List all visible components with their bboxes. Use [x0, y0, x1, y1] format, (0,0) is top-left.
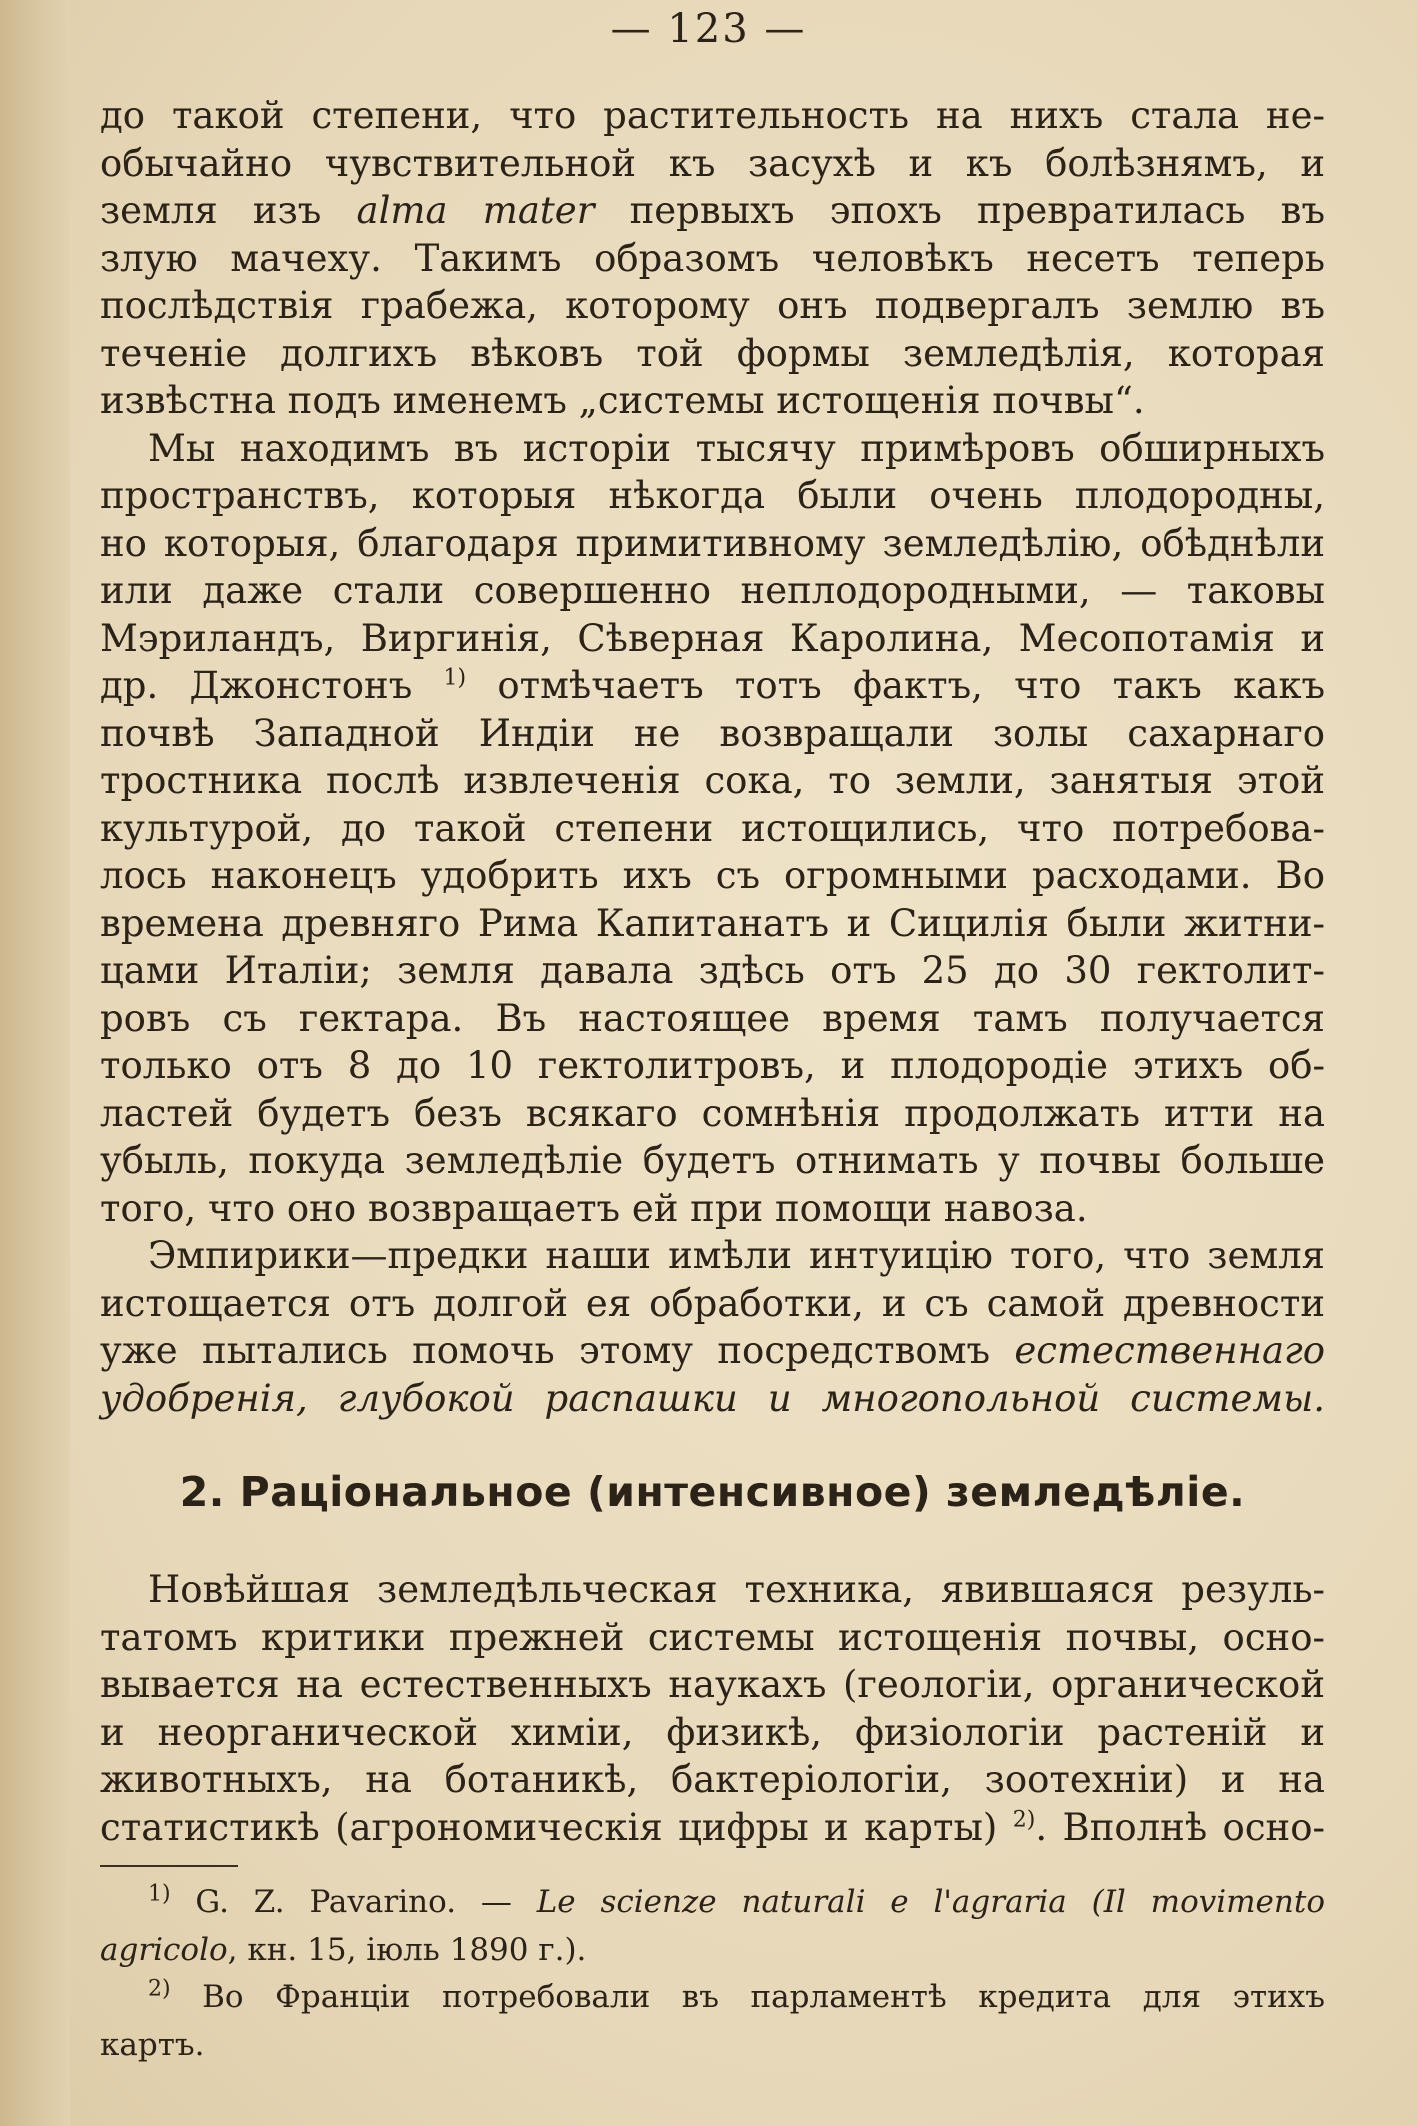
text-line: времена древняго Рима Капитанатъ и Сицилія были житни- [100, 901, 1325, 945]
text-line: почвѣ Западной Индіи не возвращали золы сахарнаго [100, 711, 1325, 755]
text-span: уже пытались помочь этому посредствомъ [100, 1329, 1015, 1372]
text-line: цами Италіи; земля давала здѣсь отъ 25 до 30 гектолит- [100, 949, 1325, 992]
text-line: Эмпирики—предки наши имѣли интуицію того, что земля [148, 1234, 1325, 1277]
text-span: земля изъ [100, 189, 357, 232]
text-line [100, 662, 1325, 710]
text-line: того, что оно возвращаетъ ей при помощи навоза. [100, 1186, 1088, 1230]
text-line: теченіе долгихъ вѣковъ той формы земледѣлія, которая [100, 331, 1325, 375]
text-span: статистикѣ (агрономическія цифры и карты) [100, 1805, 1013, 1849]
text-line: Мэриландъ, Виргинія, Сѣверная Каролина, Месопотамія и [100, 616, 1325, 660]
text-line: ровъ съ гектара. Въ настоящее время тамъ получается [100, 996, 1325, 1040]
footnote-rest: , кн. 15, іюль 1890 г.). [227, 1931, 587, 1968]
text-line: злую мачеху. Такимъ образомъ человѣкъ несетъ теперь [100, 236, 1325, 280]
italic-line: удобренія, глубокой распашки и многопольной системы. [100, 1376, 1325, 1420]
footnote-text: Во Франціи потребовали въ парламентѣ кредита для этихъ [170, 1979, 1325, 2015]
text-line: извѣстна подъ именемъ „системы истощенія почвы“. [100, 379, 1145, 422]
text-line: животныхъ, на ботаникѣ, бактеріологіи, зоотехніи) и на [100, 1758, 1325, 1801]
italic-phrase: естественнаго [1014, 1329, 1325, 1372]
text-line: или даже стали совершенно неплодородными, — таковы [100, 569, 1325, 612]
main-text [100, 92, 1325, 1422]
text-line: Новѣйшая земледѣльческая техника, явившаяся резуль- [148, 1568, 1325, 1611]
section-text [100, 1566, 1325, 1851]
text-line: убыль, покуда земледѣліе будетъ отнимать у почвы больше [100, 1139, 1325, 1182]
text-line: но которыя, благодаря примитивному земледѣлію, обѣднѣли [100, 521, 1325, 565]
text-line: истощается отъ долгой ея обработки, и съ самой древности [100, 1281, 1325, 1325]
text-line [100, 1804, 1325, 1852]
text-line: пространствъ, которыя нѣкогда были очень плодородны, [100, 474, 1325, 517]
text-span: . Вполнѣ осно- [1035, 1805, 1325, 1849]
text-line: и неорганической химіи, физикѣ, физіологіи растеній и [100, 1710, 1325, 1754]
footnote-2-cont: картъ. [100, 2026, 205, 2063]
text-span: др. Джонстонъ [100, 664, 444, 707]
footnote-1 [100, 1880, 1325, 1928]
text-line: вывается на естественныхъ наукахъ (геологіи, органической [100, 1663, 1325, 1706]
footnote-series: (Il movimento [1066, 1884, 1325, 1920]
footnote-marker: 1) [148, 1881, 171, 1907]
section-heading: 2. Раціональное (интенсивное) земледѣліе. [179, 1468, 1246, 1516]
page-spine-shadow [0, 0, 70, 2126]
footnote-divider [100, 1865, 238, 1867]
footnote-series: agricolo [100, 1931, 228, 1968]
footnote-author: G. Z. Pavarino. — [170, 1884, 537, 1920]
text-line: обычайно чувствительной къ засухѣ и къ болѣзнямъ, и [100, 141, 1325, 185]
footnote-ref: 1) [443, 665, 467, 691]
footnote-marker: 2) [148, 1976, 171, 2002]
text-span: первыхъ эпохъ превратилась въ [594, 189, 1325, 232]
text-line: только отъ 8 до 10 гектолитровъ, и плодородіе этихъ об- [100, 1044, 1325, 1087]
text-line: до такой степени, что растительность на нихъ стала не- [100, 94, 1325, 137]
text-span: отмѣчаетъ тотъ фактъ, что такъ какъ [466, 664, 1325, 707]
text-line: послѣдствія грабежа, которому онъ подвергалъ землю въ [100, 284, 1325, 327]
text-line: татомъ критики прежней системы истощенія почвы, осно- [100, 1615, 1325, 1659]
page-number: — 123 — [610, 6, 807, 52]
footnotes [100, 1880, 1325, 2070]
text-line [100, 187, 1325, 235]
latin-phrase: alma mater [356, 189, 595, 232]
footnote-title: Le scienze naturali e l'agraria [536, 1884, 1067, 1920]
text-line [100, 1327, 1325, 1375]
text-line: лось наконецъ удобрить ихъ съ огромными расходами. Во [100, 854, 1325, 897]
text-line: культурой, до такой степени истощились, что потребова- [100, 806, 1325, 850]
footnote-ref: 2) [1012, 1807, 1036, 1833]
footnote-2 [100, 1975, 1325, 2023]
text-line: тростника послѣ извлеченія сока, то земли, занятыя этой [100, 759, 1325, 802]
text-line: ластей будетъ безъ всякаго сомнѣнія продолжать итти на [100, 1091, 1325, 1135]
footnote-1-cont [100, 1928, 1325, 1976]
text-line: Мы находимъ въ исторіи тысячу примѣровъ обширныхъ [148, 426, 1325, 470]
